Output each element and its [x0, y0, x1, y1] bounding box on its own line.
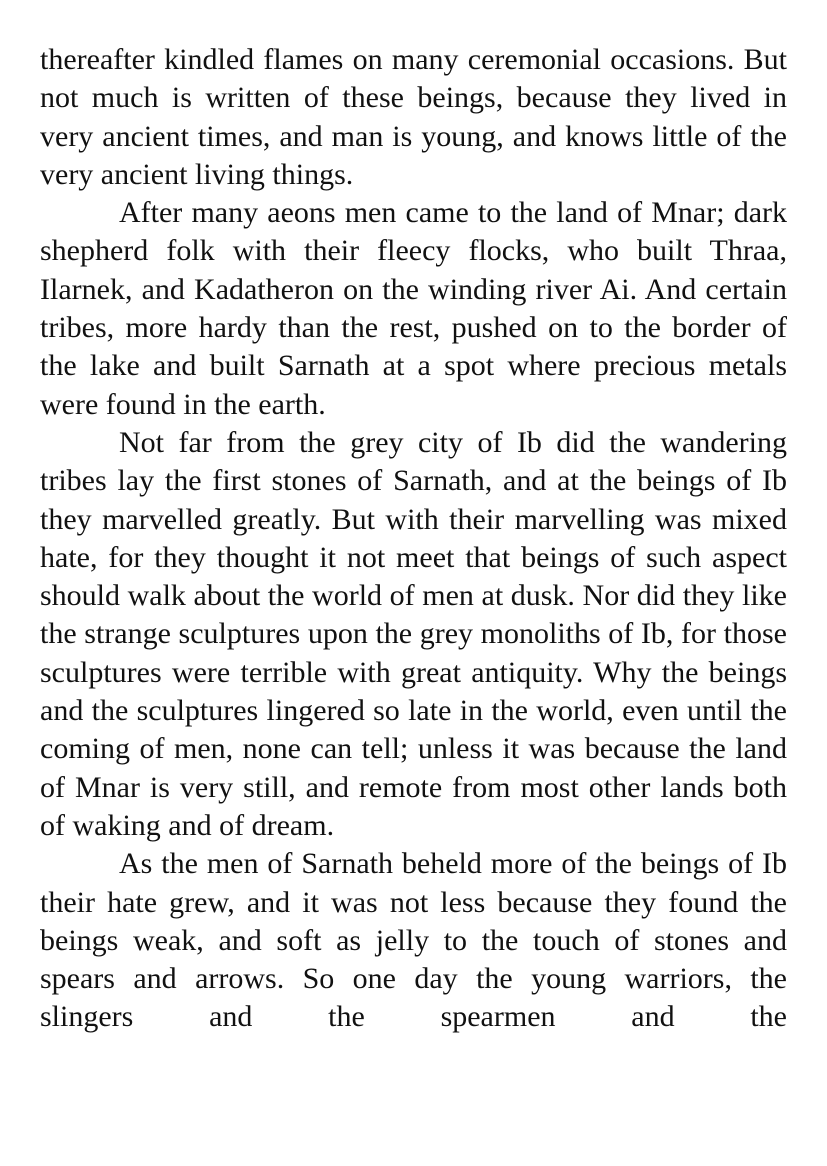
paragraph-1: thereafter kindled flames on many ceremonial occasions. But not much is written of these beings, because they lived in very ancient times, and man is young, and knows little of the very ancient living things. — [40, 43, 787, 191]
document-page — [40, 41, 787, 1037]
paragraph-4: As the men of Sarnath beheld more of the beings of Ib their hate grew, and it was not less because they found the beings weak, and soft as jelly to the touch of stones and spears and arrows. So one day the young warriors, the slingers and the spearmen and the — [40, 847, 787, 1034]
paragraph-3: Not far from the grey city of Ib did the wandering tribes lay the first stones of Sarnath, and at the beings of Ib they marvelled greatly. But with their marvelling was mixed hate, for they thought it not meet that beings of such aspect should walk about the world of men at dusk. Nor did they like the strange sculptures upon the grey monoliths of Ib, for those sculptures were terrible with great antiquity. Why the beings and the sculptures lingered so late in the world, even until the coming of men, none can tell; unless it was because the land of Mnar is very still, and remote from most other lands both of waking and of dream. — [40, 425, 787, 842]
paragraph-2: After many aeons men came to the land of Mnar; dark shepherd folk with their fleecy flocks, who built Thraa, Ilarnek, and Kadatheron on the winding river Ai. And certain tribes, more hardy than the rest, pushed on to the border of the lake and built Sarnath at a spot where precious metals were found in the earth. — [40, 196, 787, 421]
